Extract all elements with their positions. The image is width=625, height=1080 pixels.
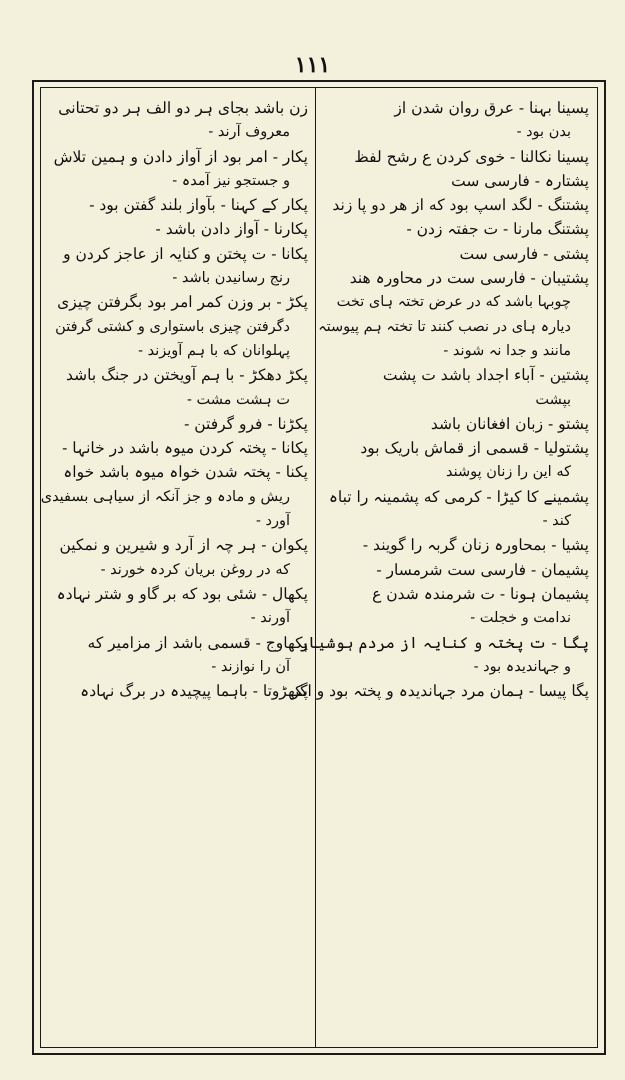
page-number: ۱۱۱ <box>294 52 331 78</box>
dictionary-entry-line: پکانا - پختہ کردن میوہ باشد در خانہا - <box>62 439 308 458</box>
dictionary-entry-line: پشتارہ - فارسی ست <box>451 171 589 190</box>
dictionary-entry-line: که این را زنان پوشند <box>445 464 571 481</box>
dictionary-entry-line: پکڑ - بر وزن کمر امر بود بگرفتن چیزی <box>57 293 308 312</box>
dictionary-entry-line: پشیمان - فارسی ست شرمسار - <box>376 560 589 579</box>
dictionary-entry-line: آن را نوازند - <box>211 658 290 675</box>
dictionary-entry-line: پکار - امر بود از آواز دادن و ہمین تلاش <box>53 147 308 166</box>
dictionary-entry-line: پشیمان ہونا - ت شرمندہ شدن ع <box>372 584 589 603</box>
dictionary-entry-line: دیارہ ہای در نصب کنند تا تختہ ہم پیوستہ <box>318 318 571 335</box>
dictionary-entry-line: پشتنگ مارنا - ت جفتہ زدن - <box>406 220 589 239</box>
dictionary-entry-line: پکنا - پختہ شدن خواہ میوہ باشد خواہ <box>63 463 308 482</box>
dictionary-entry-line: پشتی - فارسی ست <box>459 244 589 263</box>
dictionary-entry-line: پشیا - بمحاورہ زنان گربہ را گویند - <box>362 536 589 555</box>
dictionary-entry-line: بپشت <box>535 391 571 408</box>
right-column <box>291 96 589 1039</box>
dictionary-entry-line: معروف آرند - <box>208 124 290 141</box>
dictionary-entry-line: و جہاندیدہ بود - <box>473 658 571 675</box>
dictionary-entry-line: دگرفتن چیزی باستواری و کشتی گرفتن <box>55 318 290 335</box>
page-frame-inner <box>40 87 598 1048</box>
dictionary-entry-line: پکانا - ت پختن و کنایہ از عاجز کردن و <box>63 244 308 263</box>
dictionary-entry-line: پکارنا - آواز دادن باشد - <box>155 220 308 239</box>
dictionary-entry-line: پشتولیا - قسمی از قماش باریک بود <box>360 439 589 458</box>
dictionary-entry-line: پشتنگ - لگد اسپ بود که از هر دو پا زند <box>332 196 589 215</box>
dictionary-entry-line: پکھال - شئی بود که بر گاو و شتر نہادہ <box>56 584 308 603</box>
dictionary-entry-line: که در روغن بریان کردہ خورند - <box>100 561 290 578</box>
dictionary-entry-line: پگا - ت پختہ و کنایہ از مردم ہوشیار <box>299 633 589 652</box>
dictionary-entry-line: چوبہا باشد که در عرض تختہ ہای تخت <box>336 294 571 311</box>
dictionary-entry-line: پشمینے کا کیڑا - کرمی که پشمینہ را تباہ <box>328 487 589 506</box>
dictionary-entry-line: پسینا بہنا - عرق روان شدن از <box>394 99 589 117</box>
page-frame <box>32 80 606 1055</box>
dictionary-entry-line: رنج رسانیدن باشد - <box>172 270 290 287</box>
dictionary-entry-line: پشتیبان - فارسی ست در محاورہ هند <box>349 269 589 288</box>
dictionary-entry-line: پکڑ دھکڑ - با ہم آویختن در جنگ باشد <box>66 366 308 385</box>
left-column <box>40 96 308 1039</box>
dictionary-entry-line: مانند و جدا نہ شوند - <box>443 342 571 359</box>
dictionary-entry-line: پکوان - ہر چہ از آرد و شیرین و نمکین <box>59 536 308 555</box>
dictionary-entry-line: ریش و مادہ و جز آنکہ از سیاہی بسفیدی <box>40 488 290 505</box>
dictionary-entry-line: بدن بود - <box>516 124 571 141</box>
dictionary-entry-line: زن باشد بجای ہر دو الف ہر دو تحتانی <box>58 99 308 117</box>
column-divider <box>315 88 316 1047</box>
dictionary-entry-line: پکڑنا - فرو گرفتن - <box>184 414 308 433</box>
dictionary-entry-line: ت ہشت مشت - <box>187 391 290 408</box>
dictionary-entry-line: کند - <box>542 513 571 530</box>
dictionary-entry-line: آورند - <box>250 610 290 627</box>
dictionary-entry-line: پگا پیسا - ہمان مرد جہاندیدہ و پختہ بود و اگر <box>291 682 589 701</box>
dictionary-entry-line: پہلوانان که با ہم آویزند - <box>138 342 290 359</box>
dictionary-entry-line: پکھاوج - قسمی باشد از مزامیر که <box>87 633 308 652</box>
dictionary-entry-line: پسینا نکالنا - خوی کردن ع رشح لفظ <box>354 147 589 166</box>
dictionary-entry-line: پکھڑوتا - باہما پیچیدہ در برگ نہادہ <box>80 682 308 701</box>
dictionary-entry-line: و جستجو نیز آمدہ - <box>172 172 290 189</box>
dictionary-entry-line: پشتو - زبان افغانان باشد <box>430 414 589 433</box>
dictionary-entry-line: آورد - <box>256 513 290 530</box>
dictionary-entry-line: پشتین - آباء اجداد باشد ت پشت <box>382 366 589 385</box>
dictionary-entry-line: پکار کے کہنا - بآواز بلند گفتن بود - <box>89 196 308 215</box>
dictionary-entry-line: ندامت و خجلت - <box>470 610 571 627</box>
